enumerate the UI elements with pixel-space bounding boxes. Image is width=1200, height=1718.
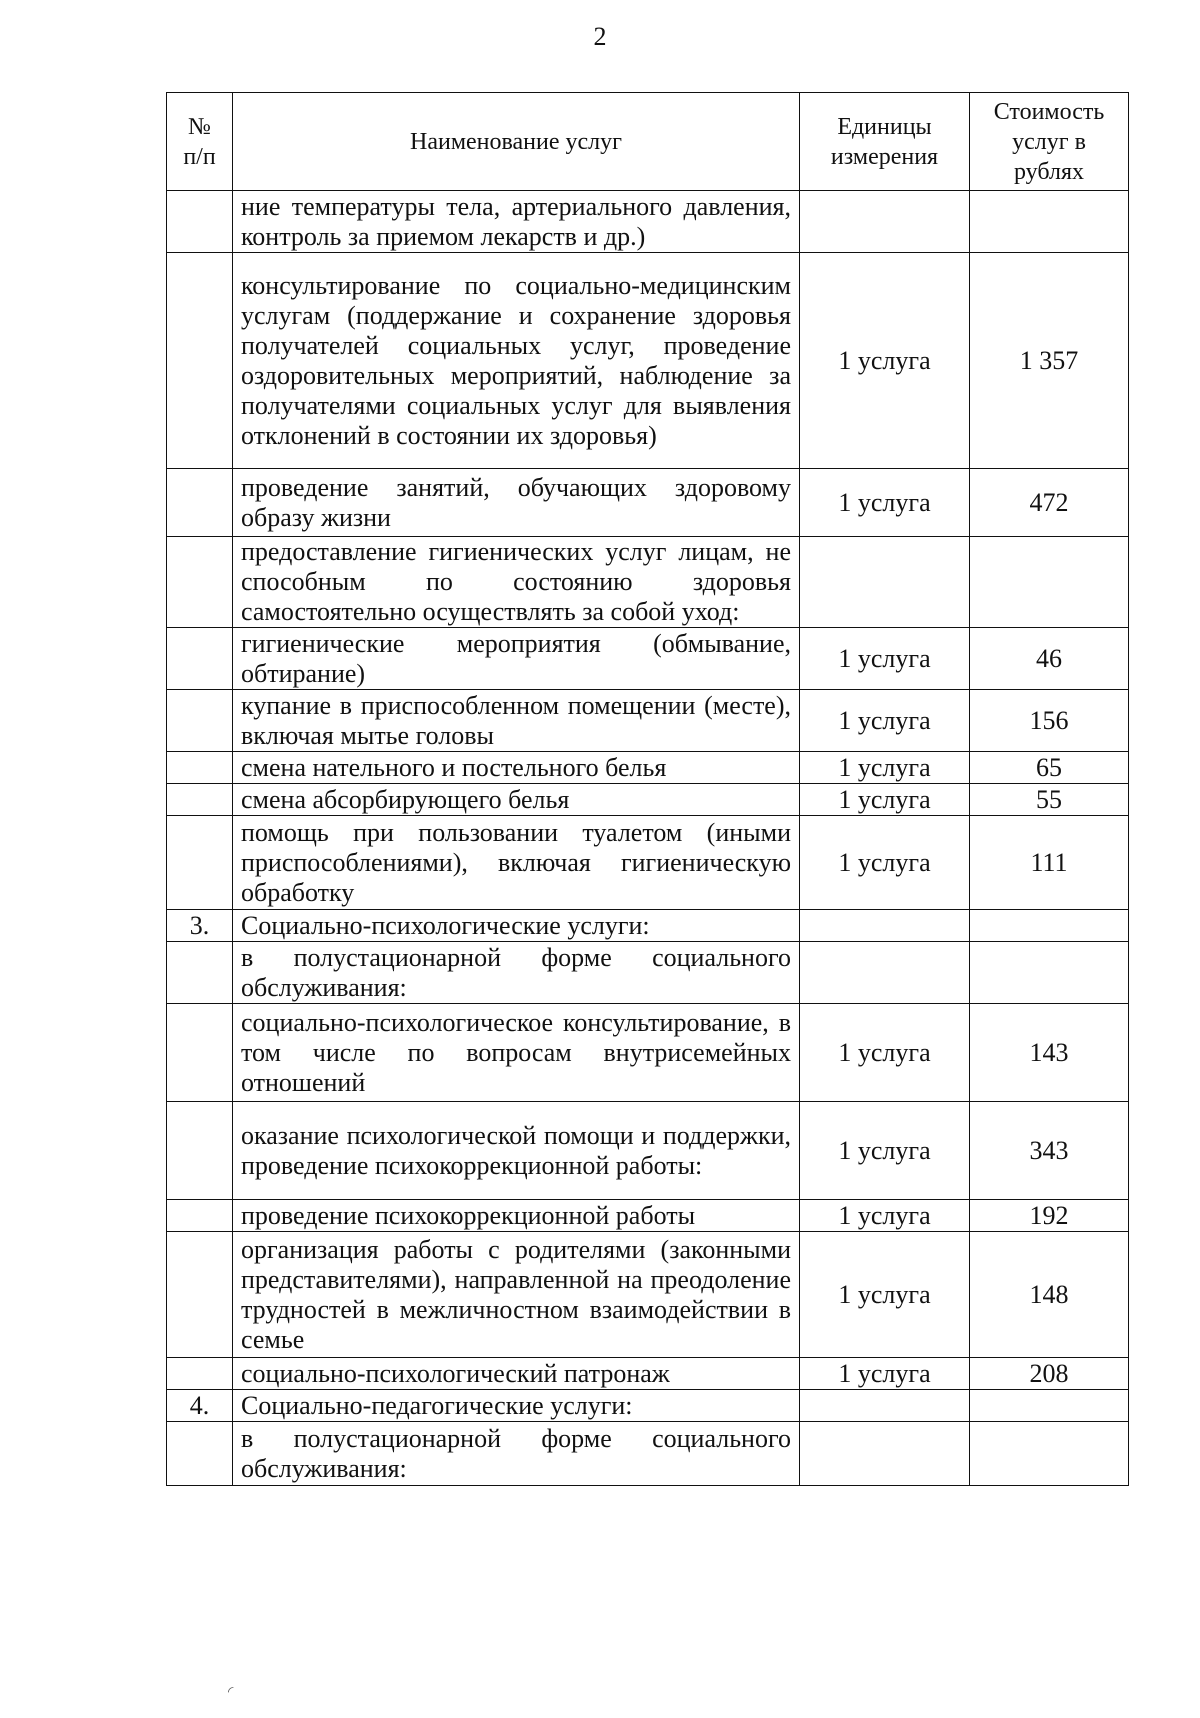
row-number xyxy=(167,537,233,628)
service-name: проведение психокоррекционной работы xyxy=(233,1200,800,1232)
services-price-table xyxy=(166,92,1129,1486)
service-price: 111 xyxy=(970,816,1129,910)
service-name: Социально-педагогические услуги: xyxy=(233,1390,800,1422)
service-name: купание в приспособленном помещении (месте), включая мытье головы xyxy=(233,690,800,752)
page-number: 2 xyxy=(593,22,607,51)
unit-of-measure xyxy=(800,910,970,942)
unit-of-measure: 1 услуга xyxy=(800,816,970,910)
service-price: 55 xyxy=(970,784,1129,816)
table-row xyxy=(167,1200,1129,1232)
service-name: в полустационарной форме социального обслуживания: xyxy=(233,942,800,1004)
service-name: Социально-психологические услуги: xyxy=(233,910,800,942)
table-row xyxy=(167,784,1129,816)
header-number: № п/п xyxy=(167,93,233,191)
row-number xyxy=(167,1358,233,1390)
row-number xyxy=(167,942,233,1004)
row-number: 3. xyxy=(167,910,233,942)
header-unit: Единицы измерения xyxy=(800,93,970,191)
service-name: социально-психологическое консультирование, в том числе по вопросам внутрисемейных отношений xyxy=(233,1004,800,1102)
row-number xyxy=(167,628,233,690)
row-number xyxy=(167,784,233,816)
table-row xyxy=(167,816,1129,910)
service-name: ние температуры тела, артериального давления, контроль за приемом лекарств и др.) xyxy=(233,191,800,253)
service-price: 46 xyxy=(970,628,1129,690)
table-row xyxy=(167,1390,1129,1422)
service-price xyxy=(970,1422,1129,1486)
table-row xyxy=(167,752,1129,784)
header-price: Стоимость услуг в рублях xyxy=(970,93,1129,191)
service-name: гигиенические мероприятия (обмывание, обтирание) xyxy=(233,628,800,690)
unit-of-measure: 1 услуга xyxy=(800,1232,970,1358)
table-row xyxy=(167,191,1129,253)
table-row xyxy=(167,469,1129,537)
stray-mark: ◜ xyxy=(228,1685,234,1700)
unit-of-measure xyxy=(800,191,970,253)
service-price: 148 xyxy=(970,1232,1129,1358)
unit-of-measure: 1 услуга xyxy=(800,628,970,690)
unit-of-measure xyxy=(800,1422,970,1486)
header-service-name: Наименование услуг xyxy=(233,93,800,191)
table-row xyxy=(167,690,1129,752)
unit-of-measure: 1 услуга xyxy=(800,752,970,784)
row-number xyxy=(167,1102,233,1200)
unit-of-measure: 1 услуга xyxy=(800,469,970,537)
unit-of-measure: 1 услуга xyxy=(800,1358,970,1390)
service-name: предоставление гигиенических услуг лицам, не способным по состоянию здоровья самостоятельно осуществлять за собой уход: xyxy=(233,537,800,628)
row-number xyxy=(167,1200,233,1232)
unit-of-measure: 1 услуга xyxy=(800,690,970,752)
unit-of-measure: 1 услуга xyxy=(800,253,970,469)
service-name: оказание психологической помощи и поддержки, проведение психокоррекционной работы: xyxy=(233,1102,800,1200)
service-name: консультирование по социально-медицинским услугам (поддержание и сохранение здоровья получателей социальных услуг, проведение оздоровительных мероприятий, наблюдение за получателями социальных услуг для выявления отклонений в состоянии их здоровья) xyxy=(233,253,800,469)
table-row xyxy=(167,1232,1129,1358)
table-body xyxy=(167,191,1129,1486)
service-price: 156 xyxy=(970,690,1129,752)
service-price: 65 xyxy=(970,752,1129,784)
service-name: социально-психологический патронаж xyxy=(233,1358,800,1390)
unit-of-measure: 1 услуга xyxy=(800,1200,970,1232)
service-name: в полустационарной форме социального обслуживания: xyxy=(233,1422,800,1486)
unit-of-measure xyxy=(800,1390,970,1422)
service-name: смена нательного и постельного белья xyxy=(233,752,800,784)
table-row xyxy=(167,1102,1129,1200)
row-number xyxy=(167,1004,233,1102)
row-number: 4. xyxy=(167,1390,233,1422)
row-number xyxy=(167,469,233,537)
table-row xyxy=(167,942,1129,1004)
row-number xyxy=(167,816,233,910)
unit-of-measure: 1 услуга xyxy=(800,1004,970,1102)
service-price xyxy=(970,1390,1129,1422)
row-number xyxy=(167,253,233,469)
service-name: смена абсорбирующего белья xyxy=(233,784,800,816)
table-row xyxy=(167,910,1129,942)
service-name: помощь при пользовании туалетом (иными приспособлениями), включая гигиеническую обработку xyxy=(233,816,800,910)
table-row xyxy=(167,1358,1129,1390)
row-number xyxy=(167,690,233,752)
row-number xyxy=(167,1422,233,1486)
service-price: 343 xyxy=(970,1102,1129,1200)
row-number xyxy=(167,1232,233,1358)
unit-of-measure: 1 услуга xyxy=(800,1102,970,1200)
unit-of-measure xyxy=(800,942,970,1004)
service-price xyxy=(970,537,1129,628)
service-price: 208 xyxy=(970,1358,1129,1390)
table-row xyxy=(167,537,1129,628)
table-row xyxy=(167,1004,1129,1102)
service-price xyxy=(970,942,1129,1004)
service-price: 143 xyxy=(970,1004,1129,1102)
table-row xyxy=(167,628,1129,690)
unit-of-measure xyxy=(800,537,970,628)
service-price xyxy=(970,191,1129,253)
table-header-row xyxy=(167,93,1129,191)
service-name: организация работы с родителями (законными представителями), направленной на преодоление трудностей в межличностном взаимодействии в семье xyxy=(233,1232,800,1358)
service-price: 1 357 xyxy=(970,253,1129,469)
service-price: 192 xyxy=(970,1200,1129,1232)
table-row xyxy=(167,1422,1129,1486)
unit-of-measure: 1 услуга xyxy=(800,784,970,816)
table-row xyxy=(167,253,1129,469)
service-price: 472 xyxy=(970,469,1129,537)
service-name: проведение занятий, обучающих здоровому образу жизни xyxy=(233,469,800,537)
row-number xyxy=(167,752,233,784)
row-number xyxy=(167,191,233,253)
service-price xyxy=(970,910,1129,942)
